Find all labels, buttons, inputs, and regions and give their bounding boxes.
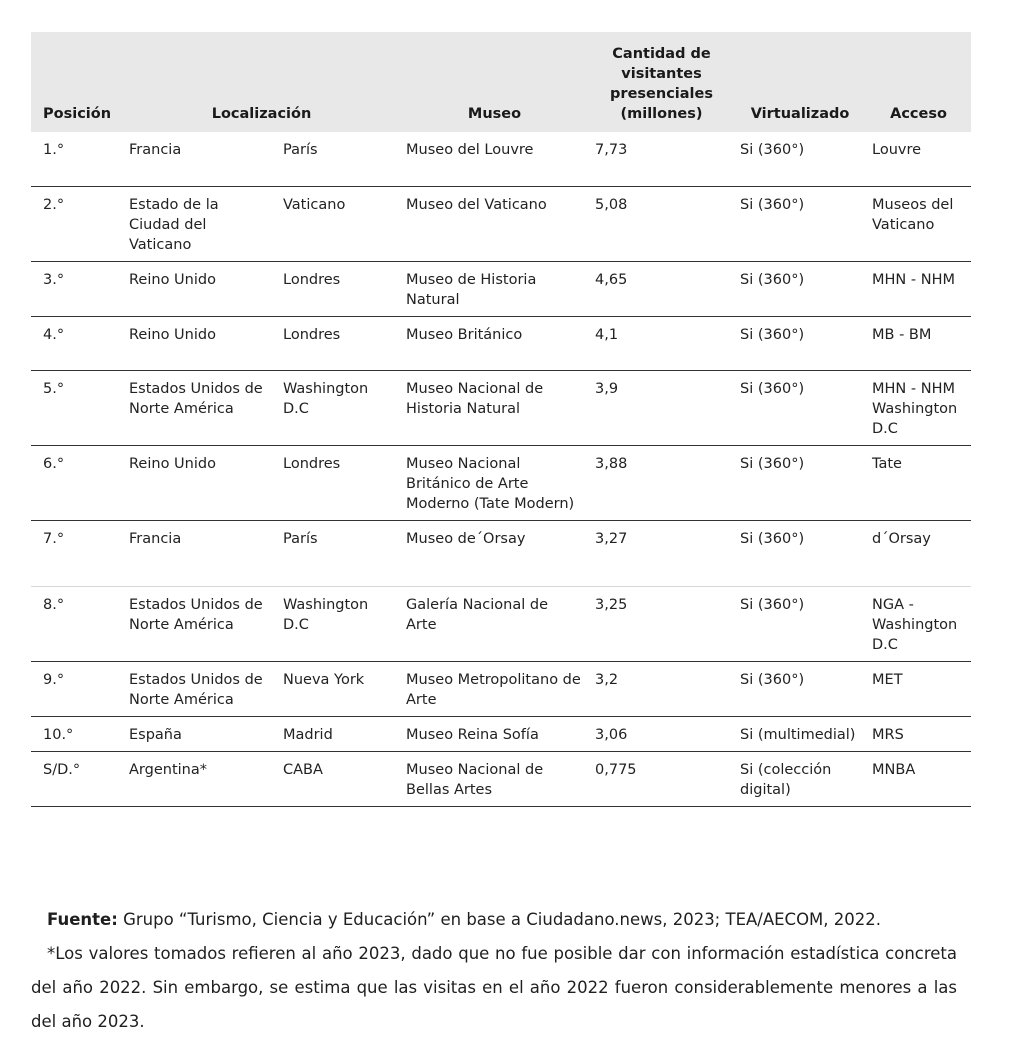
cell-visitors: 3,27 — [595, 530, 628, 547]
source-label: Fuente: — [47, 910, 118, 929]
cell-city: Nueva York — [283, 671, 365, 688]
cell-virtualized: Si (360°) — [740, 142, 805, 158]
cell-country: Reino Unido — [129, 326, 216, 343]
cell-museum: Museo Reina Sofía — [406, 726, 539, 743]
cell-museum: Museo Nacional de Historia Natural — [406, 380, 544, 417]
table-row — [31, 370, 971, 445]
cell-country: Reino Unido — [129, 455, 216, 472]
cell-access: Tate — [872, 455, 902, 472]
cell-virtualized: Si (360°) — [740, 455, 805, 472]
cell-country: España — [129, 726, 182, 743]
cell-position: 8.° — [43, 596, 65, 613]
cell-access: Museos del Vaticano — [872, 196, 954, 233]
cell-position: 7.° — [43, 530, 65, 547]
cell-access: NGA - Washington D.C — [872, 596, 958, 653]
cell-visitors: 3,2 — [595, 671, 619, 688]
cell-country: Estados Unidos de Norte América — [129, 671, 263, 708]
footnotes — [31, 903, 957, 1039]
cell-museum: Museo de Historia Natural — [406, 271, 537, 308]
cell-museum: Museo del Vaticano — [406, 196, 547, 213]
cell-virtualized: Si (360°) — [740, 596, 805, 613]
table-row — [31, 751, 971, 806]
cell-position: 2.° — [43, 196, 65, 213]
cell-country: Francia — [129, 142, 182, 158]
cell-access: d´Orsay — [872, 530, 931, 547]
cell-visitors: 3,06 — [595, 726, 628, 743]
table-row — [31, 132, 971, 186]
table-row — [31, 661, 971, 716]
cell-access: Louvre — [872, 142, 922, 158]
cell-position: 10.° — [43, 726, 74, 743]
cell-city: Londres — [283, 455, 341, 472]
table-row — [31, 445, 971, 520]
cell-position: 4.° — [43, 326, 65, 343]
cell-position: 9.° — [43, 671, 65, 688]
cell-visitors: 3,88 — [595, 455, 628, 472]
cell-visitors: 5,08 — [595, 196, 628, 213]
cell-country: Argentina* — [129, 761, 207, 778]
cell-visitors: 3,9 — [595, 380, 619, 397]
cell-museum: Galería Nacional de Arte — [406, 596, 549, 633]
cell-access: MHN - NHM — [872, 271, 955, 288]
cell-city: Madrid — [283, 726, 333, 743]
cell-country: Francia — [129, 530, 182, 547]
cell-position: S/D.° — [43, 761, 81, 778]
header-position: Posición — [43, 106, 112, 122]
cell-country: Estados Unidos de Norte América — [129, 380, 263, 417]
cell-virtualized: Si (360°) — [740, 671, 805, 688]
header-access: Acceso — [890, 106, 947, 122]
cell-position: 3.° — [43, 271, 65, 288]
cell-museum: Museo Metropolitano de Arte — [406, 671, 581, 708]
cell-city: París — [283, 530, 318, 547]
source-note — [31, 903, 957, 937]
cell-city: Londres — [283, 326, 341, 343]
cell-visitors: 4,65 — [595, 271, 628, 288]
cell-virtualized: Si (360°) — [740, 380, 805, 397]
cell-city: París — [283, 142, 318, 158]
cell-access: MB - BM — [872, 326, 932, 343]
cell-virtualized: Si (360°) — [740, 530, 805, 547]
cell-city: Washington D.C — [283, 596, 369, 633]
cell-virtualized: Si (colección digital) — [740, 761, 832, 798]
cell-museum: Museo de´Orsay — [406, 530, 526, 547]
cell-city: Vaticano — [283, 196, 346, 213]
cell-access: MHN - NHM Washington D.C — [872, 380, 958, 437]
cell-visitors: 4,1 — [595, 326, 619, 343]
cell-country: Reino Unido — [129, 271, 216, 288]
museum-table-container — [31, 32, 971, 807]
table-row — [31, 261, 971, 316]
cell-city: Washington D.C — [283, 380, 369, 417]
cell-museum: Museo del Louvre — [406, 142, 534, 158]
cell-country: Estados Unidos de Norte América — [129, 596, 263, 633]
table-row — [31, 716, 971, 751]
header-visitors: Cantidad de visitantes presenciales (millones) — [610, 46, 713, 122]
cell-city: CABA — [283, 761, 323, 778]
cell-position: 1.° — [43, 142, 65, 158]
table-header-row — [31, 32, 971, 132]
cell-visitors: 7,73 — [595, 142, 628, 158]
source-text: Grupo “Turismo, Ciencia y Educación” en base a Ciudadano.news, 2023; TEA/AECOM, 2022. — [123, 910, 882, 929]
asterisk-note: *Los valores tomados refieren al año 2023, dado que no fue posible dar con información estadística concreta del año 2022. Sin embargo, se estima que las visitas en el año 2022 fueron considerablemente menores a las del año 2023. — [31, 944, 957, 1031]
table-row — [31, 586, 971, 661]
table-row — [31, 520, 971, 586]
museum-ranking-table — [31, 32, 971, 807]
cell-position: 5.° — [43, 380, 65, 397]
cell-country: Estado de la Ciudad del Vaticano — [129, 196, 219, 253]
header-museum: Museo — [467, 106, 522, 122]
table-row — [31, 186, 971, 261]
cell-access: MET — [872, 671, 903, 688]
cell-virtualized: Si (multimedial) — [740, 726, 856, 743]
cell-visitors: 0,775 — [595, 761, 637, 778]
cell-city: Londres — [283, 271, 341, 288]
cell-virtualized: Si (360°) — [740, 196, 805, 213]
table-row — [31, 316, 971, 370]
cell-museum: Museo Nacional Británico de Arte Moderno (Tate Modern) — [406, 455, 575, 512]
header-virtualized: Virtualizado — [750, 106, 850, 122]
header-location: Localización — [211, 106, 312, 122]
cell-virtualized: Si (360°) — [740, 326, 805, 343]
cell-access: MRS — [872, 726, 904, 743]
cell-museum: Museo Nacional de Bellas Artes — [406, 761, 544, 798]
cell-visitors: 3,25 — [595, 596, 628, 613]
cell-position: 6.° — [43, 455, 65, 472]
cell-museum: Museo Británico — [406, 326, 523, 343]
cell-virtualized: Si (360°) — [740, 271, 805, 288]
cell-access: MNBA — [872, 761, 916, 778]
